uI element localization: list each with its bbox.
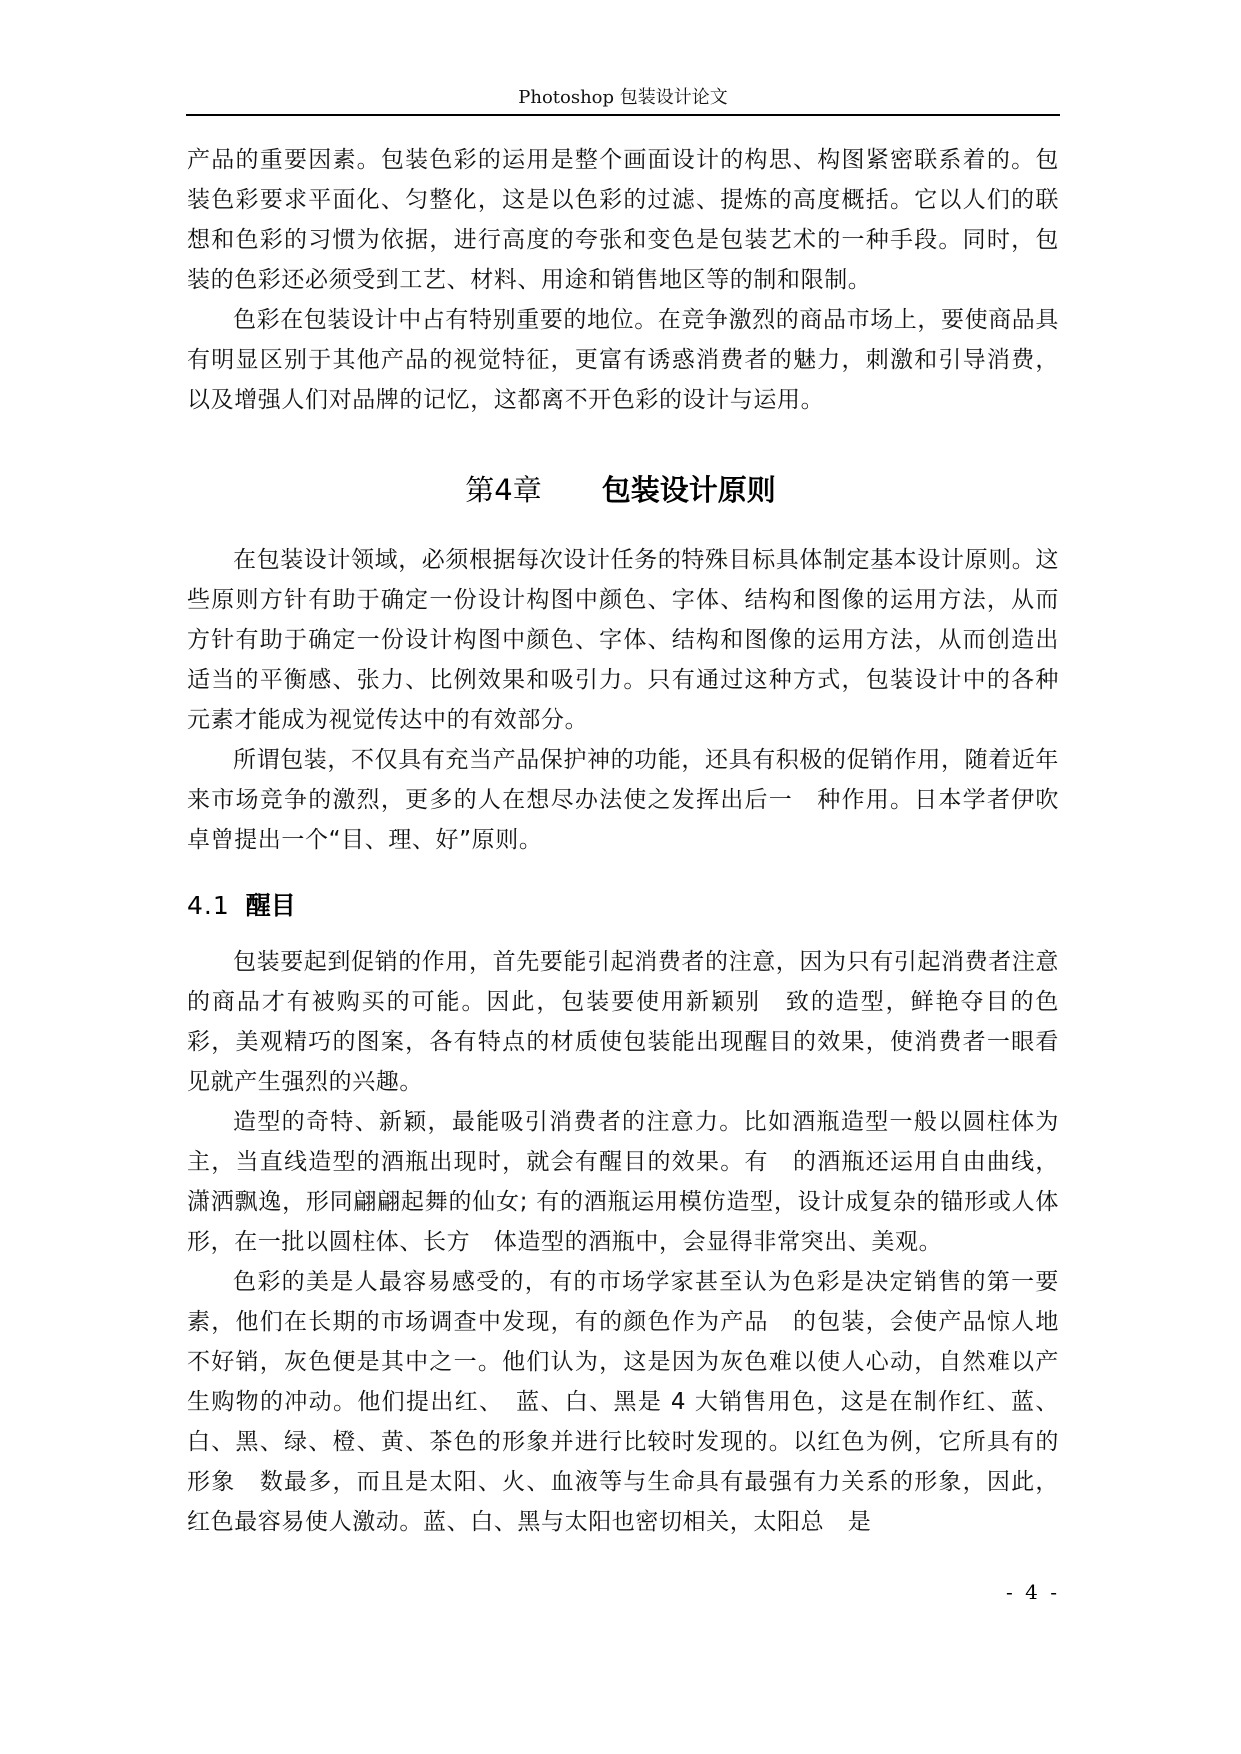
- chapter-title: 包装设计原则: [601, 473, 776, 507]
- page-number: - 4 -: [1006, 1580, 1060, 1604]
- paragraph: 包装要起到促销的作用，首先要能引起消费者的注意，因为只有引起消费者注意的商品才有被购买的可能。因此，包装要使用新颖别 致的造型，鲜艳夺目的色彩，美观精巧的图案，各有特点的材质使包装能出现醒目的效果，使消费者一眼看见就产生强烈的兴趣。: [187, 949, 1059, 1095]
- paragraph: 色彩的美是人最容易感受的，有的市场学家甚至认为色彩是决定销售的第一要素，他们在长期的市场调查中发现，有的颜色作为产品 的包装，会使产品惊人地不好销，灰色便是其中之一。他们认为，这是因为灰色难以使人心动，自然难以产生购物的冲动。他们提出红、 蓝、白、黑是 4 大销售用色，这是在制作红、蓝、白、黑、绿、橙、黄、茶色的形象并进行比较时发现的。以红色为例，它所具有的形象 数最多，而且是太阳、火、血液等与生命具有最强有力关系的形象，因此，红色最容易使人激动。蓝、白、黑与太阳也密切相关，太阳总 是: [187, 1269, 1059, 1535]
- paragraph: 在包装设计领域，必须根据每次设计任务的特殊目标具体制定基本设计原则。这些原则方针有助于确定一份设计构图中颜色、字体、结构和图像的运用方法，从而方针有助于确定一份设计构图中颜色、字体、结构和图像的运用方法，从而创造出适当的平衡感、张力、比例效果和吸引力。只有通过这种方式，包装设计中的各种元素才能成为视觉传达中的有效部分。: [187, 547, 1059, 733]
- intro-text: [187, 140, 1059, 420]
- paragraph: 产品的重要因素。包装色彩的运用是整个画面设计的构思、构图紧密联系着的。包装色彩要求平面化、匀整化，这是以色彩的过滤、提炼的高度概括。它以人们的联想和色彩的习惯为依据，进行高度的夸张和变色是包装艺术的一种手段。同时，包装的色彩还必须受到工艺、材料、用途和销售地区等的制和限制。: [187, 147, 1059, 293]
- running-header: Photoshop 包装设计论文: [518, 87, 728, 108]
- header-rule: [186, 114, 1060, 116]
- section-number: 4.1: [187, 891, 230, 920]
- chapter-number: 第4章: [465, 473, 542, 507]
- chapter-text: [187, 540, 1059, 860]
- section-heading: [187, 888, 296, 924]
- section-text: [187, 942, 1059, 1542]
- paragraph: 所谓包装，不仅具有充当产品保护神的功能，还具有积极的促销作用，随着近年来市场竞争的激烈，更多的人在想尽办法使之发挥出后一 种作用。日本学者伊吹卓曾提出一个“目、理、好”原则。: [187, 747, 1059, 853]
- paragraph: 色彩在包装设计中占有特别重要的地位。在竞争激烈的商品市场上，要使商品具有明显区别于其他产品的视觉特征，更富有诱惑消费者的魅力，刺激和引导消费，以及增强人们对品牌的记忆，这都离不开色彩的设计与运用。: [187, 307, 1059, 413]
- paragraph: 造型的奇特、新颖，最能吸引消费者的注意力。比如酒瓶造型一般以圆柱体为主，当直线造型的酒瓶出现时，就会有醒目的效果。有 的酒瓶还运用自由曲线，潇洒飘逸，形同翩翩起舞的仙女; 有的酒瓶运用模仿造型，设计成复杂的锚形或人体形，在一批以圆柱体、长方 体造型的酒瓶中，会显得非常突出、美观。: [187, 1109, 1059, 1255]
- chapter-heading: [0, 470, 1241, 510]
- section-title: 醒目: [245, 891, 296, 920]
